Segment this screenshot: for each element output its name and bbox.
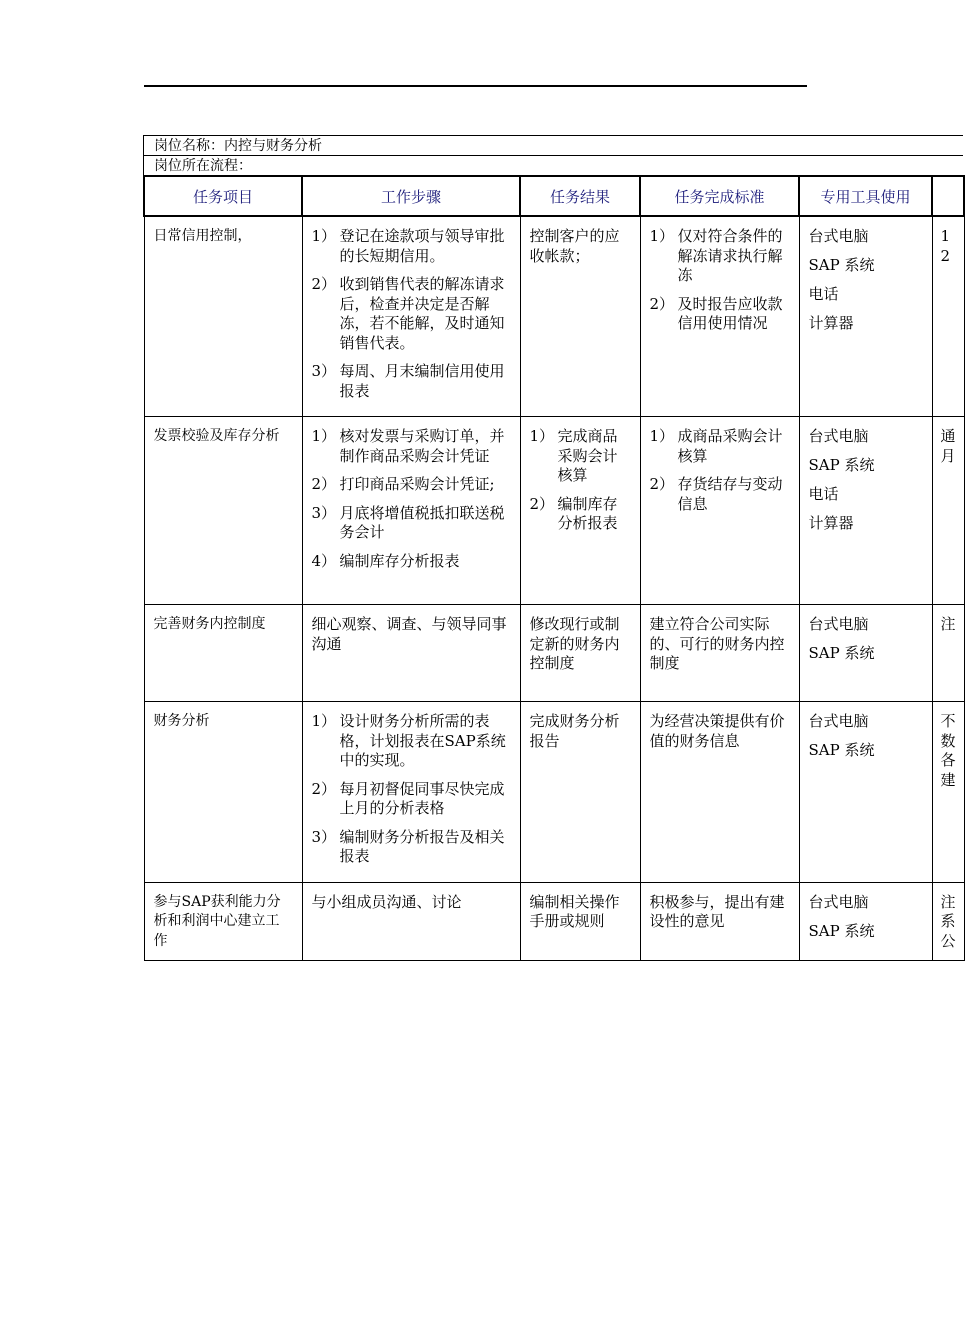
standard-cell <box>640 216 799 417</box>
standard <box>650 615 790 674</box>
step-text: 每月初督促同事尽快完成上月的分析表格 <box>339 779 505 817</box>
task-text: 参与SAP获利能力分析和利润中心建立工作 <box>153 893 281 949</box>
position-name-row: 岗位名称：内控与财务分析 <box>143 135 963 155</box>
step-number: 2） <box>311 475 337 493</box>
tool-item: 台式电脑 <box>808 892 869 911</box>
result-text: 完成商品采购会计核算 <box>557 427 618 484</box>
extra-cell <box>932 702 964 883</box>
task-cell <box>144 417 302 605</box>
step <box>312 615 511 654</box>
table-row <box>144 417 964 605</box>
result-item <box>530 427 631 486</box>
steps-content <box>303 605 520 669</box>
header-rule <box>144 85 807 87</box>
standard-text: 建立符合公司实际的、可行的财务内控制度 <box>649 615 785 672</box>
tools-cell <box>799 216 932 417</box>
step-item <box>312 780 511 819</box>
column-header-extra <box>932 176 964 216</box>
extra-content <box>933 883 964 958</box>
result-text: 修改现行或制定新的财务内控制度 <box>529 615 620 672</box>
steps-cell <box>302 702 520 883</box>
standard-text: 仅对符合条件的解冻请求执行解冻 <box>677 227 783 284</box>
step-text: 收到销售代表的解冻请求后，检查并决定是否解冻，若不能解，及时通知销售代表。 <box>339 275 505 352</box>
extra-content <box>933 217 964 272</box>
column-header-task: 任务项目 <box>144 176 302 216</box>
extra-content <box>933 605 964 641</box>
tool-item: SAP 系统 <box>808 644 875 662</box>
standard-item <box>650 227 790 286</box>
task-text: 财务分析 <box>153 713 210 729</box>
extra-cell <box>932 605 964 702</box>
standard-item <box>650 295 790 334</box>
step-number: 2） <box>311 779 337 798</box>
extra-content <box>933 702 964 796</box>
standard <box>650 427 790 514</box>
step-text: 核对发票与采购订单，并制作商品采购会计凭证 <box>339 427 505 465</box>
tools-list <box>800 417 932 549</box>
extra-text: 注 <box>940 615 956 633</box>
result-text: 编制相关操作手册或规则 <box>529 892 620 930</box>
step-text: 登记在途款项与领导审批的长短期信用。 <box>339 227 505 265</box>
task-cell <box>144 882 302 960</box>
steps-cell <box>302 605 520 702</box>
step-item <box>312 362 511 401</box>
task-cell <box>144 702 302 883</box>
result-cell <box>520 702 640 883</box>
standard-number: 1） <box>649 227 675 245</box>
result-number: 1） <box>529 427 555 445</box>
result <box>530 712 631 751</box>
column-header-steps: 工作步骤 <box>302 176 520 216</box>
result-content <box>521 217 640 281</box>
step-item <box>312 828 511 867</box>
standard-cell <box>640 417 799 605</box>
tool-item: 台式电脑 <box>808 427 869 445</box>
result-text: 编制库存分析报表 <box>557 494 618 532</box>
column-header-result: 任务结果 <box>520 176 640 216</box>
step-text: 打印商品采购会计凭证; <box>339 475 495 493</box>
steps-content <box>303 702 520 882</box>
step-number: 2） <box>311 275 337 293</box>
step-item <box>312 712 511 771</box>
extra-text: 各 <box>940 751 956 769</box>
standard <box>650 893 790 932</box>
process-row: 岗位所在流程： <box>143 155 963 175</box>
extra-text: 1 <box>940 227 951 245</box>
result <box>530 893 631 932</box>
table-row <box>144 702 964 883</box>
steps-cell <box>302 216 520 417</box>
step-text: 与小组成员沟通、讨论 <box>311 892 462 911</box>
result-cell <box>520 605 640 702</box>
tools-list <box>800 217 932 349</box>
tools-cell <box>799 702 932 883</box>
result-content <box>521 605 640 689</box>
standard-cell <box>640 702 799 883</box>
step-text: 月底将增值税抵扣联送税务会计 <box>339 503 505 541</box>
step-item <box>312 893 511 913</box>
result <box>530 227 631 266</box>
standard-cell <box>640 605 799 702</box>
table-row <box>144 605 964 702</box>
standard-number: 2） <box>649 294 675 313</box>
tool-item: 台式电脑 <box>808 227 869 245</box>
standard-item <box>650 615 790 674</box>
step-item <box>312 504 511 543</box>
tool-item: SAP 系统 <box>808 921 875 940</box>
extra-content <box>933 417 964 472</box>
result-content <box>521 702 640 766</box>
step-number: 3） <box>311 827 337 846</box>
table-row <box>144 216 964 417</box>
standard-text: 为经营决策提供有价值的财务信息 <box>649 712 785 750</box>
tools-cell <box>799 605 932 702</box>
extra-text: 月 <box>940 446 956 465</box>
step-text: 编制财务分析报告及相关报表 <box>339 827 505 865</box>
extra-text: 公 <box>940 931 956 950</box>
steps-content <box>303 217 520 416</box>
standard-item <box>650 712 790 751</box>
extra-text: 通 <box>940 427 956 445</box>
step-text: 细心观察、调查、与领导同事沟通 <box>311 615 507 653</box>
step-item <box>312 275 511 353</box>
result-item <box>530 227 631 266</box>
tools-cell <box>799 417 932 605</box>
result-cell <box>520 216 640 417</box>
step-number: 1） <box>311 227 337 245</box>
tools-cell <box>799 882 932 960</box>
standard-text: 及时报告应收款信用使用情况 <box>677 294 783 332</box>
step-number: 3） <box>311 503 337 522</box>
result-cell <box>520 882 640 960</box>
step-item <box>312 615 511 654</box>
step <box>312 893 511 913</box>
standard-content <box>641 605 799 689</box>
steps-cell <box>302 882 520 960</box>
standard-item <box>650 427 790 466</box>
tool-item: 计算器 <box>808 314 854 332</box>
column-header-standard: 任务完成标准 <box>640 176 799 216</box>
tools-list <box>800 605 932 679</box>
task-text: 发票校验及库存分析 <box>153 428 280 444</box>
standard-text: 存货结存与变动信息 <box>677 475 783 513</box>
result <box>530 615 631 674</box>
result-item <box>530 495 631 534</box>
result-text: 完成财务分析报告 <box>529 712 620 750</box>
task-cell <box>144 216 302 417</box>
standard-item <box>650 893 790 932</box>
task-table <box>143 175 965 961</box>
standard <box>650 227 790 334</box>
tool-item: 电话 <box>808 285 839 303</box>
result-item <box>530 893 631 932</box>
tools-list <box>800 702 932 776</box>
table-header-row <box>144 176 964 216</box>
result-cell <box>520 417 640 605</box>
tools-list <box>800 883 932 957</box>
step <box>312 227 511 401</box>
standard-content <box>641 702 799 766</box>
extra-text: 数 <box>940 731 956 750</box>
standard-item <box>650 475 790 514</box>
tool-item: 计算器 <box>808 514 854 532</box>
step-number: 1） <box>311 712 337 730</box>
result-content <box>521 417 640 549</box>
step <box>312 427 511 571</box>
standard <box>650 712 790 751</box>
result-item <box>530 615 631 674</box>
step <box>312 712 511 867</box>
tool-item: SAP 系统 <box>808 456 875 474</box>
result-content <box>521 883 640 947</box>
extra-text: 不 <box>940 712 956 730</box>
tool-item: 台式电脑 <box>808 712 869 730</box>
standard-content <box>641 883 799 947</box>
standard-number: 1） <box>649 427 675 445</box>
result-number: 2） <box>529 494 555 513</box>
steps-content <box>303 417 520 586</box>
standard-content <box>641 417 799 529</box>
step-text: 设计财务分析所需的表格，计划报表在SAP系统中的实现。 <box>339 712 506 769</box>
step-item <box>312 475 511 495</box>
step-item <box>312 427 511 466</box>
tool-item: SAP 系统 <box>808 256 875 274</box>
step-number: 4） <box>311 551 337 570</box>
result-item <box>530 712 631 751</box>
step-text: 每周、月末编制信用使用报表 <box>339 362 505 400</box>
steps-content <box>303 883 520 928</box>
task-cell <box>144 605 302 702</box>
step-item <box>312 552 511 572</box>
table-row <box>144 882 964 960</box>
standard-cell <box>640 882 799 960</box>
result <box>530 427 631 534</box>
step-number: 3） <box>311 362 337 380</box>
task-text: 完善财务内控制度 <box>153 616 266 632</box>
standard-text: 成商品采购会计核算 <box>677 427 783 465</box>
extra-text: 注 <box>940 892 956 911</box>
task-text: 日常信用控制， <box>153 228 252 244</box>
tool-item: 台式电脑 <box>808 615 869 633</box>
tool-item: 电话 <box>808 485 839 503</box>
extra-cell <box>932 882 964 960</box>
tool-item: SAP 系统 <box>808 741 875 759</box>
step-number: 1） <box>311 427 337 445</box>
result-text: 控制客户的应收帐款； <box>529 227 620 265</box>
standard-number: 2） <box>649 475 675 493</box>
steps-cell <box>302 417 520 605</box>
extra-cell <box>932 417 964 605</box>
extra-cell <box>932 216 964 417</box>
extra-text: 2 <box>940 246 951 265</box>
extra-text: 系 <box>940 912 956 930</box>
column-header-tools: 专用工具使用 <box>799 176 932 216</box>
standard-content <box>641 217 799 349</box>
standard-text: 积极参与，提出有建设性的意见 <box>649 892 785 930</box>
step-text: 编制库存分析报表 <box>339 551 460 570</box>
step-item <box>312 227 511 266</box>
extra-text: 建 <box>940 770 956 789</box>
